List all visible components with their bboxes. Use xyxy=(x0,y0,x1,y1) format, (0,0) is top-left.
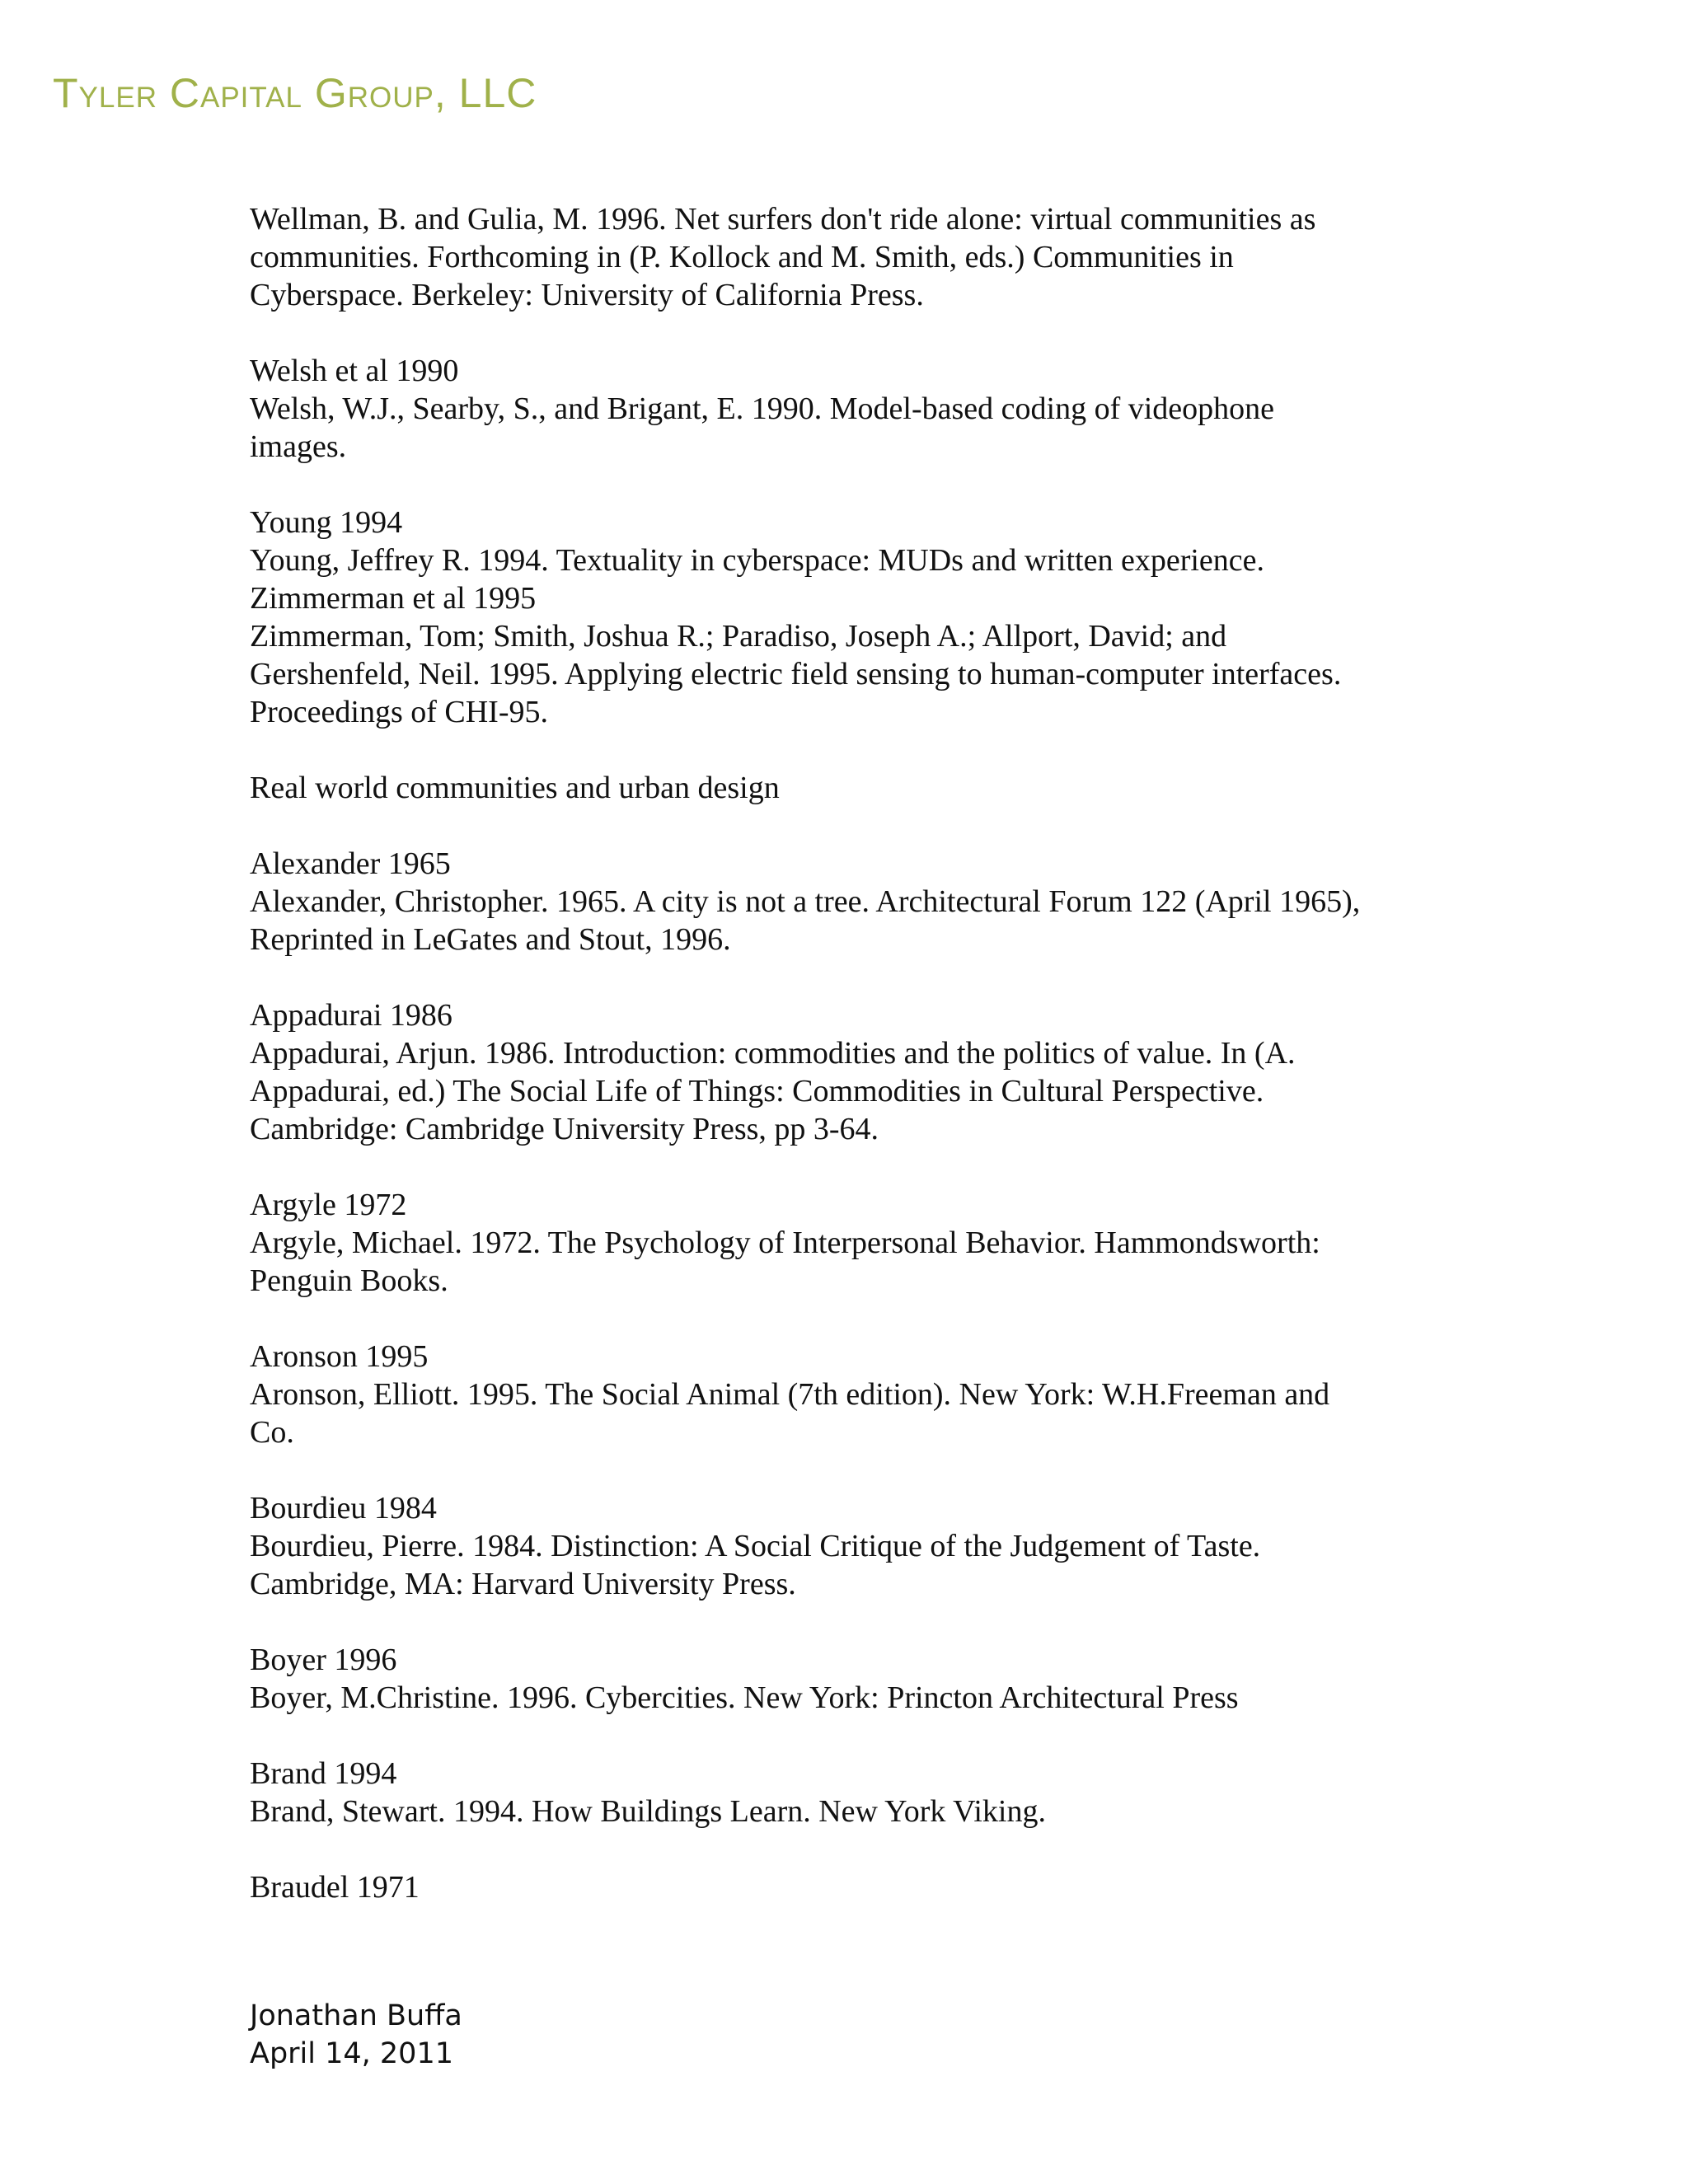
reference-key: Young 1994 xyxy=(250,505,403,540)
reference-entry xyxy=(250,1186,1486,1300)
reference-line: Alexander, Christopher. 1965. A city is not a tree. Architectural Forum 122 (April 1965), xyxy=(250,884,1361,919)
references-body xyxy=(250,200,1486,1906)
company-letterhead: Tyler Capital Group, LLC xyxy=(53,70,537,116)
reference-line: Co. xyxy=(250,1415,294,1450)
reference-line: Wellman, B. and Gulia, M. 1996. Net surfers don't ride alone: virtual communities as xyxy=(250,202,1316,237)
reference-line: communities. Forthcoming in (P. Kollock and M. Smith, eds.) Communities in xyxy=(250,240,1234,274)
reference-line: Cambridge: Cambridge University Press, pp 3-64. xyxy=(250,1112,879,1146)
document-date: April 14, 2011 xyxy=(250,2037,453,2070)
paragraph-gap xyxy=(250,958,1486,996)
paragraph-gap xyxy=(250,1148,1486,1186)
reference-entry xyxy=(250,200,1486,314)
reference-line: Bourdieu, Pierre. 1984. Distinction: A Social Critique of the Judgement of Taste. xyxy=(250,1529,1261,1563)
reference-key: Appadurai 1986 xyxy=(250,998,452,1033)
paragraph-gap xyxy=(250,1451,1486,1489)
reference-line: Penguin Books. xyxy=(250,1263,448,1298)
reference-key: Alexander 1965 xyxy=(250,846,451,881)
reference-key: Argyle 1972 xyxy=(250,1188,407,1222)
paragraph-gap xyxy=(250,466,1486,504)
reference-line: Brand, Stewart. 1994. How Buildings Learn. New York Viking. xyxy=(250,1794,1046,1829)
reference-key: Bourdieu 1984 xyxy=(250,1491,437,1526)
paragraph-gap xyxy=(250,1717,1486,1755)
reference-entry xyxy=(250,1641,1486,1717)
reference-line: Boyer, M.Christine. 1996. Cybercities. New York: Princton Architectural Press xyxy=(250,1680,1239,1715)
reference-line: Aronson, Elliott. 1995. The Social Animal (7th edition). New York: W.H.Freeman and xyxy=(250,1377,1330,1412)
reference-key: Aronson 1995 xyxy=(250,1339,429,1374)
reference-entry xyxy=(250,504,1486,731)
paragraph-gap xyxy=(250,314,1486,352)
reference-line: Welsh, W.J., Searby, S., and Brigant, E. 1990. Model-based coding of videophone xyxy=(250,391,1275,426)
reference-line: images. xyxy=(250,429,347,464)
signature-block xyxy=(250,1997,462,2073)
reference-line: Appadurai, Arjun. 1986. Introduction: commodities and the politics of value. In (A. xyxy=(250,1036,1296,1071)
reference-line: Cyberspace. Berkeley: University of California Press. xyxy=(250,278,924,312)
reference-key: Boyer 1996 xyxy=(250,1643,397,1677)
reference-entry xyxy=(250,996,1486,1148)
paragraph-gap xyxy=(250,807,1486,845)
reference-line: Reprinted in LeGates and Stout, 1996. xyxy=(250,922,731,957)
reference-entry xyxy=(250,352,1486,466)
reference-entry xyxy=(250,1489,1486,1603)
reference-line: Cambridge, MA: Harvard University Press. xyxy=(250,1567,796,1601)
reference-key: Welsh et al 1990 xyxy=(250,354,459,388)
reference-line: Gershenfeld, Neil. 1995. Applying electric field sensing to human-computer interfaces. xyxy=(250,657,1342,691)
reference-entry xyxy=(250,1868,1486,1906)
reference-line: Zimmerman, Tom; Smith, Joshua R.; Paradiso, Joseph A.; Allport, David; and xyxy=(250,619,1227,654)
reference-line: Argyle, Michael. 1972. The Psychology of Interpersonal Behavior. Hammondsworth: xyxy=(250,1226,1320,1260)
paragraph-gap xyxy=(250,1603,1486,1641)
paragraph-gap xyxy=(250,1300,1486,1338)
reference-entry xyxy=(250,1338,1486,1451)
paragraph-gap xyxy=(250,731,1486,769)
reference-key: Brand 1994 xyxy=(250,1756,397,1791)
author-name: Jonathan Buffa xyxy=(250,1999,462,2032)
section-heading xyxy=(250,769,1486,807)
paragraph-gap xyxy=(250,1830,1486,1868)
reference-entry xyxy=(250,1755,1486,1830)
reference-line: Young, Jeffrey R. 1994. Textuality in cyberspace: MUDs and written experience. xyxy=(250,543,1265,578)
reference-entry xyxy=(250,845,1486,958)
reference-key: Zimmerman et al 1995 xyxy=(250,581,537,616)
section-heading-text: Real world communities and urban design xyxy=(250,771,780,805)
reference-line: Proceedings of CHI-95. xyxy=(250,695,548,729)
reference-line: Appadurai, ed.) The Social Life of Things: Commodities in Cultural Perspective. xyxy=(250,1074,1264,1108)
reference-key: Braudel 1971 xyxy=(250,1870,420,1905)
